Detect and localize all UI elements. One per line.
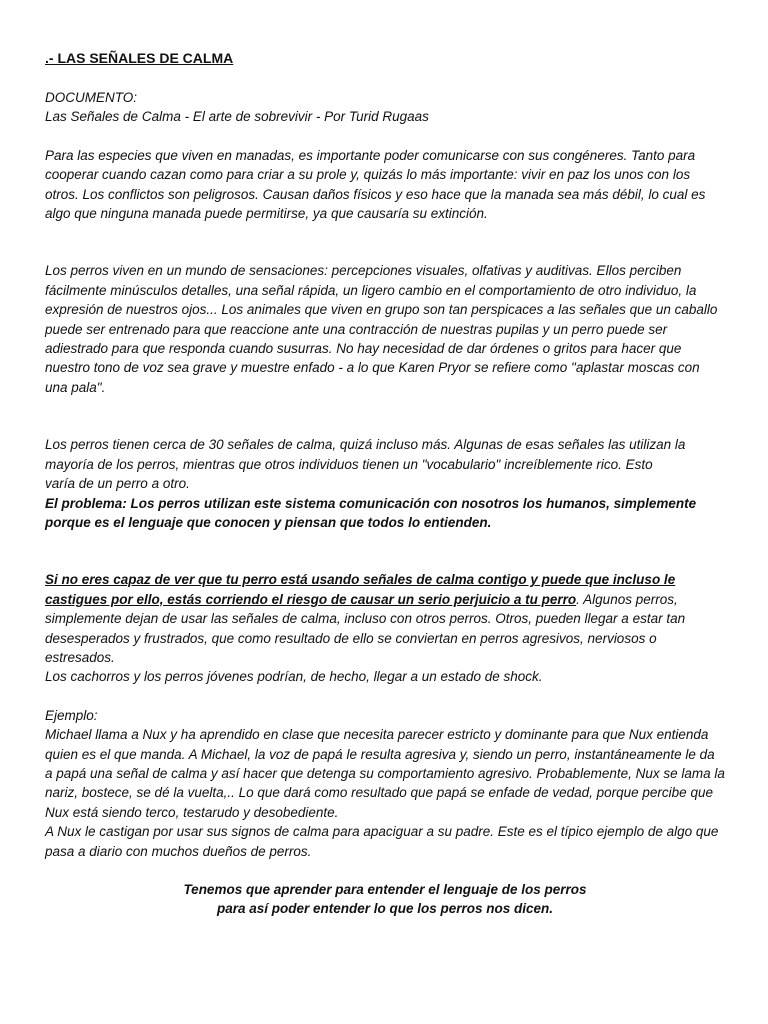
paragraph-3-bold: El problema: Los perros utilizan este sistema comunicación con nosotros los humanos, simplemente porque es el lenguaje que conocen y piensan que todos lo entienden. (45, 495, 697, 530)
document-title: .- LAS SEÑALES DE CALMA (45, 50, 234, 66)
closing-line-1: Tenemos que aprender para entender el lenguaje de los perros (183, 882, 587, 897)
document-source: Las Señales de Calma - El arte de sobrevivir - Por Turid Rugaas (45, 109, 429, 125)
document-label: DOCUMENTO: (45, 90, 138, 105)
paragraph-2: Los perros viven en un mundo de sensaciones: percepciones visuales, olfativas y auditivas. Ellos perciben fácilmente minúsculos detalles, una señal rápida, un ligero cambio en el comportamiento de otro individuo, la expresión de nuestros ojos... Los animales que viven en grupo son tan perspicaces a las señales que un caballo puede ser entrenado para que reaccione ante una contracción de nuestras pupilas y un perro puede ser adiestrado para que responda cuando susurras. No hay necesidad de dar órdenes o gritos para hacer que nuestro tono de voz sea grave y muestre enfado - a lo que Karen Pryor se refiere como "aplastar moscas con una pala". (45, 263, 718, 395)
document-page (45, 48, 725, 919)
example-label: Ejemplo: (45, 707, 98, 723)
example-text-2: A Nux le castigan por usar sus signos de calma para apaciguar a su padre. Este es el típico ejemplo de algo que pasa a diario con muchos dueños de perros. (45, 824, 719, 859)
paragraph-1: Para las especies que viven en manadas, es importante poder comunicarse con sus congéneres. Tanto para cooperar cuando cazan como para criar a su prole y, quizás lo más importante: vivir en paz los unos con los otros. Los conflictos son peligrosos. Causan daños físicos y eso hace que la manada sea más débil, lo cual es algo que ninguna manada puede permitirse, ya que causaría su extinción. (45, 147, 706, 222)
paragraph-3-line-2: varía de un perro a otro. (45, 476, 190, 492)
paragraph-4-rest: . Algunos perros, simplemente dejan de usar las señales de calma, incluso con otros perros. Otros, pueden llegar a estar tan desesperados y frustrados, que como resultado de ello se conviertan en perros agresivos, nerviosos o estresados. (45, 591, 686, 665)
paragraph-3-line-1: Los perros tienen cerca de 30 señales de calma, quizá incluso más. Algunas de esas señales las utilizan la mayoría de los perros, mientras que otros individuos tienen un "vocabulario" increíblemente rico. Esto (45, 437, 686, 472)
closing-line-2: para así poder entender lo que los perros nos dicen. (216, 901, 554, 917)
example-text: Michael llama a Nux y ha aprendido en clase que necesita parecer estricto y dominante para que Nux entienda quien es el que manda. A Michael, la voz de papá le resulta agresiva y, siendo un perro, instantáneamente le da a papá una señal de calma y así hacer que detenga su comportamiento agresivo. Probablemente, Nux se lama la nariz, bostece, se dé la vuelta,.. Lo que dará como resultado que papá se enfade de vedad, porque percibe que Nux está siendo terco, testarudo y desobediente. (45, 727, 725, 820)
paragraph-4-emphasis: Si no eres capaz de ver que tu perro está usando señales de calma contigo y puede que incluso le castigues por ello, estás corriendo el riesgo de causar un serio perjuicio a tu perro (45, 572, 676, 607)
paragraph-4 (45, 570, 725, 686)
paragraph-3 (45, 435, 725, 532)
paragraph-4-line-2: Los cachorros y los perros jóvenes podrían, de hecho, llegar a un estado de shock. (45, 669, 543, 685)
